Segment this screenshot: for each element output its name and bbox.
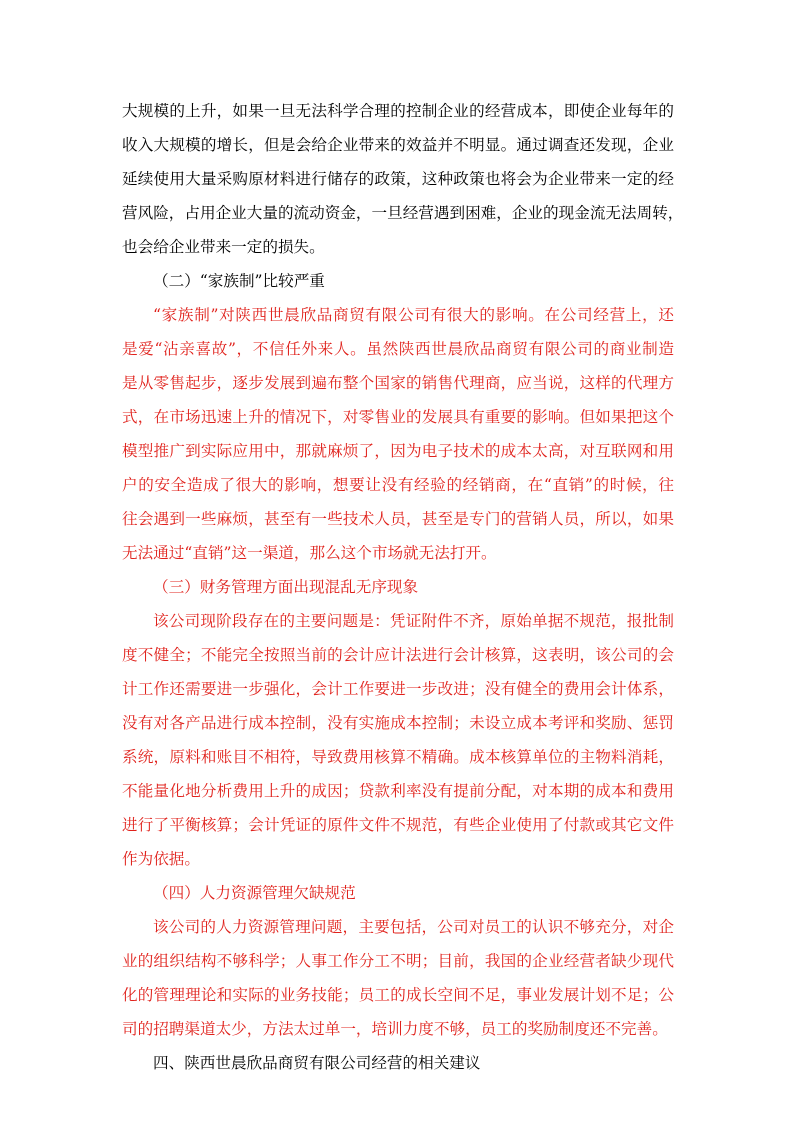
paragraph-cost-risk bbox=[122, 94, 684, 264]
text-line: 延续使用大量采购原材料进行储存的政策，这种政策也将会为企业带来一定的经 bbox=[122, 170, 674, 188]
chapter-heading-suggestions: 四、陕西世晨欣品商贸有限公司经营的相关建议 bbox=[153, 1054, 481, 1072]
text-line: 化的管理理论和实际的业务技能；员工的成长空间不足，事业发展计划不足；公 bbox=[122, 986, 674, 1004]
text-line: 往会遇到一些麻烦，甚至有一些技术人员，甚至是专门的营销人员，所以，如果 bbox=[122, 510, 674, 528]
text-line: 大规模的上升，如果一旦无法科学合理的控制企业的经营成本，即使企业每年的 bbox=[122, 102, 674, 120]
paragraph-finance bbox=[122, 604, 674, 876]
text-line: 度不健全；不能完全按照当前的会计应计法进行会计核算，这表明，该公司的会 bbox=[122, 646, 674, 664]
text-line: 该公司现阶段存在的主要问题是：凭证附件不齐，原始单据不规范，报批制 bbox=[153, 612, 674, 630]
text-line: 不能量化地分析费用上升的成因；贷款利率没有提前分配，对本期的成本和费用 bbox=[122, 782, 674, 800]
section-heading-hr: （四）人力资源管理欠缺规范 bbox=[153, 884, 356, 902]
text-line: 系统，原料和账目不相符，导致费用核算不精确。成本核算单位的主物料消耗， bbox=[122, 748, 674, 766]
text-line: 营风险，占用企业大量的流动资金，一旦经营遇到困难，企业的现金流无法周转， bbox=[122, 204, 684, 222]
document-page bbox=[122, 94, 684, 1080]
paragraph-hr bbox=[122, 910, 674, 1046]
text-line: 司的招聘渠道太少，方法太过单一，培训力度不够，员工的奖励制度还不完善。 bbox=[122, 1020, 668, 1038]
text-line: 计工作还需要进一步强化，会计工作要进一步改进；没有健全的费用会计体系， bbox=[122, 680, 674, 698]
text-line: “家族制”对陕西世晨欣品商贸有限公司有很大的影响。在公司经营上，还 bbox=[153, 306, 674, 324]
text-line: 收入大规模的增长，但是会给企业带来的效益并不明显。通过调查还发现，企业 bbox=[122, 136, 674, 154]
section-heading-finance: （三）财务管理方面出现混乱无序现象 bbox=[153, 578, 419, 596]
text-line: 模型推广到实际应用中，那就麻烦了，因为电子技术的成本太高，对互联网和用 bbox=[122, 442, 674, 460]
text-line: 该公司的人力资源管理问题，主要包括，公司对员工的认识不够充分，对企 bbox=[153, 918, 674, 936]
text-line: 作为依据。 bbox=[122, 850, 200, 868]
text-line: 户的安全造成了很大的影响，想要让没有经验的经销商，在“直销”的时候，往 bbox=[122, 476, 674, 494]
text-line: 业的组织结构不够科学；人事工作分工不明；目前，我国的企业经营者缺少现代 bbox=[122, 952, 674, 970]
paragraph-family-system bbox=[122, 298, 674, 570]
text-line: 进行了平衡核算；会计凭证的原件文件不规范，有些企业使用了付款或其它文件 bbox=[122, 816, 674, 834]
text-line: 是爱“沾亲喜故”，不信任外来人。虽然陕西世晨欣品商贸有限公司的商业制造 bbox=[122, 340, 674, 358]
section-heading-family-system: （二）“家族制”比较严重 bbox=[153, 272, 325, 290]
text-line: 式，在市场迅速上升的情况下，对零售业的发展具有重要的影响。但如果把这个 bbox=[122, 408, 674, 426]
text-line: 无法通过“直销”这一渠道，那么这个市场就无法打开。 bbox=[122, 544, 497, 562]
text-line: 没有对各产品进行成本控制，没有实施成本控制；未设立成本考评和奖励、惩罚 bbox=[122, 714, 674, 732]
text-line: 也会给企业带来一定的损失。 bbox=[122, 238, 325, 256]
text-line: 是从零售起步，逐步发展到遍布整个国家的销售代理商，应当说，这样的代理方 bbox=[122, 374, 674, 392]
